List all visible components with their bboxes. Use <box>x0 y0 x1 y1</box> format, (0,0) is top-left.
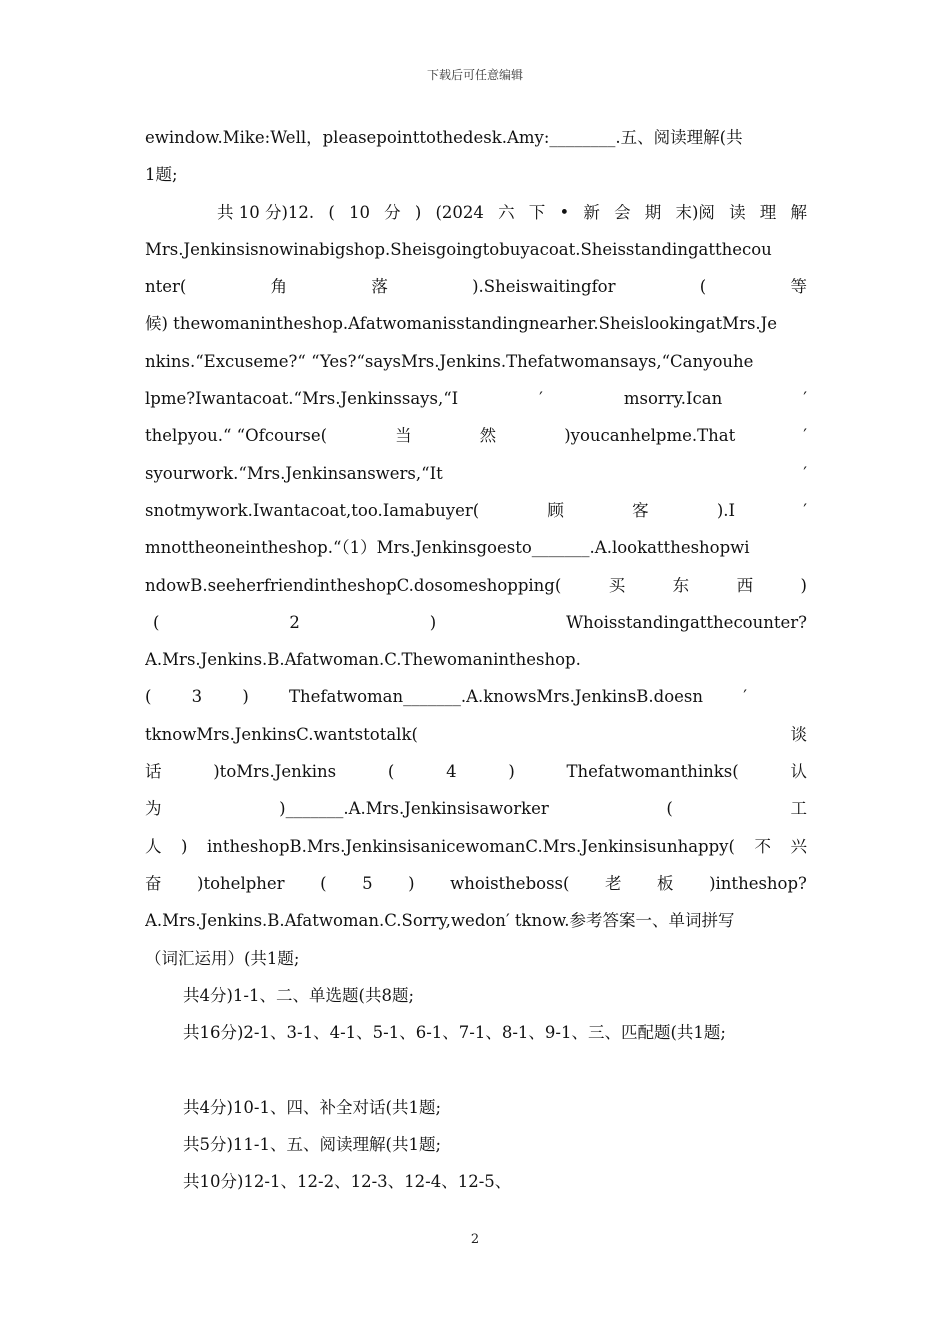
page-number: 2 <box>470 1232 480 1247</box>
text-line: 共10分)12-1、12-2、12-3、12-4、12-5、 <box>183 1172 512 1192</box>
text-fragment: lpme?Iwantacoat.“Mrs.Jenkinssays,“I <box>145 389 459 409</box>
text-fragment: 板 <box>657 873 674 893</box>
page-header: 下载后可任意编辑 <box>426 68 523 82</box>
text-fragment: )intheshop? <box>709 873 807 893</box>
text-line: 共4分)1-1、二、单选题(共8题; <box>183 985 414 1005</box>
text-line <box>145 572 807 609</box>
text-line: 候) thewomanintheshop.Afatwomanisstandingnearher.SheislookingatMrs.Je <box>145 314 778 334</box>
text-fragment: 4 <box>446 762 457 782</box>
blank-line <box>145 1056 807 1093</box>
text-line <box>145 758 807 795</box>
text-fragment: )_______.A.Mrs.Jenkinsisaworker <box>279 799 549 819</box>
text-fragment: 六 <box>498 202 515 222</box>
text-fragment: 西 <box>736 575 754 595</box>
text-fragment: 2 <box>289 612 300 632</box>
text-line: mnottheoneintheshop.“（1）Mrs.Jenkinsgoesto_______.A.lookattheshopwi <box>145 538 750 558</box>
text-fragment: nter( <box>145 277 187 297</box>
text-fragment: 老 <box>605 873 622 893</box>
text-fragment: (2024 <box>435 202 484 222</box>
text-fragment: 不 <box>754 836 771 856</box>
text-fragment: 为 <box>145 799 162 819</box>
text-fragment: 谈 <box>790 724 807 744</box>
text-fragment: 人 <box>145 836 162 856</box>
text-fragment: )toMrs.Jenkins <box>213 762 337 782</box>
text-fragment: ( <box>145 687 152 707</box>
text-fragment: 落 <box>371 277 388 297</box>
text-fragment: ( <box>328 202 335 222</box>
text-line: nkins.“Excuseme?“ “Yes?“saysMrs.Jenkins.Thefatwomansays,“Canyouhe <box>145 351 754 371</box>
text-fragment: 读 <box>729 202 746 222</box>
text-line: ewindow.Mike:Well，pleasepointtothedesk.Amy:________.五、阅读理解(共 <box>145 128 743 147</box>
text-fragment: ( <box>387 762 395 782</box>
text-fragment: 兴 <box>790 836 807 856</box>
text-fragment: ′ <box>803 463 807 483</box>
text-fragment: ) <box>242 687 249 707</box>
text-fragment: Thefatwoman_______.A.knowsMrs.JenkinsB.doesn <box>288 687 704 707</box>
text-fragment: 当 <box>395 426 412 446</box>
text-line <box>145 683 807 720</box>
text-line: A.Mrs.Jenkins.B.Afatwoman.C.Sorry,wedon′ tknow.参考答案一、单词拼写 <box>145 911 735 931</box>
text-fragment: 3 <box>191 687 203 707</box>
text-fragment: whoistheboss( <box>450 873 570 893</box>
text-fragment: ′ <box>539 389 543 409</box>
text-fragment: ) <box>414 202 422 222</box>
text-fragment: 等 <box>790 277 807 297</box>
text-line: 共16分)2-1、3-1、4-1、5-1、6-1、7-1、8-1、9-1、三、匹配题(共1题; <box>183 1023 726 1043</box>
text-fragment: 期 <box>644 202 662 222</box>
text-line: A.Mrs.Jenkins.B.Afatwoman.C.Thewomanintheshop. <box>145 650 581 670</box>
text-line <box>145 721 807 758</box>
text-fragment: ′ <box>743 687 747 707</box>
text-fragment: ′ <box>803 500 807 520</box>
text-fragment: 话 <box>145 762 162 782</box>
text-fragment: snotmywork.Iwantacoat,too.Iamabuyer( <box>145 500 480 520</box>
text-fragment: 会 <box>614 202 631 222</box>
text-fragment: ( <box>153 612 160 632</box>
text-fragment: ( <box>666 799 673 819</box>
text-line: 1题; <box>145 165 178 185</box>
text-fragment: Thefatwomanthinks( <box>566 762 739 782</box>
text-fragment: 下 <box>528 202 546 222</box>
text-fragment: 10 <box>348 202 370 222</box>
text-line: 共5分)11-1、五、阅读理解(共1题; <box>183 1135 441 1155</box>
text-fragment: 共 10 分)12. <box>217 202 315 222</box>
text-fragment: syourwork.“Mrs.Jenkinsanswers,“It <box>145 463 443 483</box>
text-fragment: ) <box>181 836 188 856</box>
text-fragment: ( <box>699 277 707 297</box>
text-line <box>145 497 807 534</box>
text-fragment: ) <box>429 612 437 632</box>
text-line: Mrs.Jenkinsisnowinabigshop.Sheisgoingtobuyacoat.Sheisstandingatthecou <box>145 239 772 259</box>
text-line <box>145 273 807 310</box>
text-fragment: 客 <box>632 500 649 520</box>
text-line <box>145 422 807 459</box>
text-line <box>145 795 807 832</box>
text-line <box>145 609 807 646</box>
text-line <box>145 199 807 236</box>
text-fragment: • <box>559 202 570 222</box>
text-fragment: ).I <box>716 500 736 520</box>
text-fragment: ) <box>800 575 807 595</box>
text-fragment: 新 <box>583 202 600 222</box>
text-fragment: ) <box>408 873 415 893</box>
text-fragment: )youcanhelpme.That <box>564 426 736 446</box>
text-fragment: ′ <box>803 389 807 409</box>
text-fragment: thelpyou.“ “Ofcourse( <box>145 426 328 446</box>
text-line: 共4分)10-1、四、补全对话(共1题; <box>183 1097 441 1117</box>
text-fragment: 奋 <box>145 873 162 893</box>
text-fragment: 角 <box>270 277 288 297</box>
text-fragment: 5 <box>362 873 373 893</box>
text-fragment: 顾 <box>547 500 564 520</box>
text-line <box>145 870 807 907</box>
text-fragment: 买 <box>608 575 626 595</box>
text-fragment: ) <box>508 762 515 782</box>
text-line: （词汇运用）(共1题; <box>145 948 300 968</box>
text-fragment: 末)阅 <box>675 202 715 222</box>
text-fragment: 然 <box>479 426 497 446</box>
text-fragment: )tohelpher <box>197 873 285 893</box>
text-line <box>145 385 807 422</box>
text-fragment: 分 <box>384 202 401 222</box>
text-fragment: 东 <box>672 575 690 595</box>
text-fragment: ′ <box>803 426 807 446</box>
text-line <box>145 460 807 497</box>
text-fragment: 理 <box>759 202 777 222</box>
text-fragment: Whoisstandingatthecounter? <box>566 612 807 632</box>
document-body <box>145 124 807 1206</box>
text-fragment: 认 <box>790 762 807 782</box>
text-fragment: tknowMrs.JenkinsC.wantstotalk( <box>145 724 418 744</box>
text-fragment: msorry.Ican <box>623 389 723 409</box>
text-fragment: ).Sheiswaitingfor <box>472 277 616 297</box>
text-fragment: 工 <box>790 799 807 819</box>
text-fragment: ( <box>320 873 327 893</box>
text-line <box>145 833 807 870</box>
text-fragment: intheshopB.Mrs.JenkinsisanicewomanC.Mrs.Jenkinsisunhappy( <box>207 836 735 856</box>
text-fragment: ndowB.seeherfriendintheshopC.dosomeshopping( <box>145 575 562 595</box>
text-fragment: 解 <box>790 202 807 222</box>
